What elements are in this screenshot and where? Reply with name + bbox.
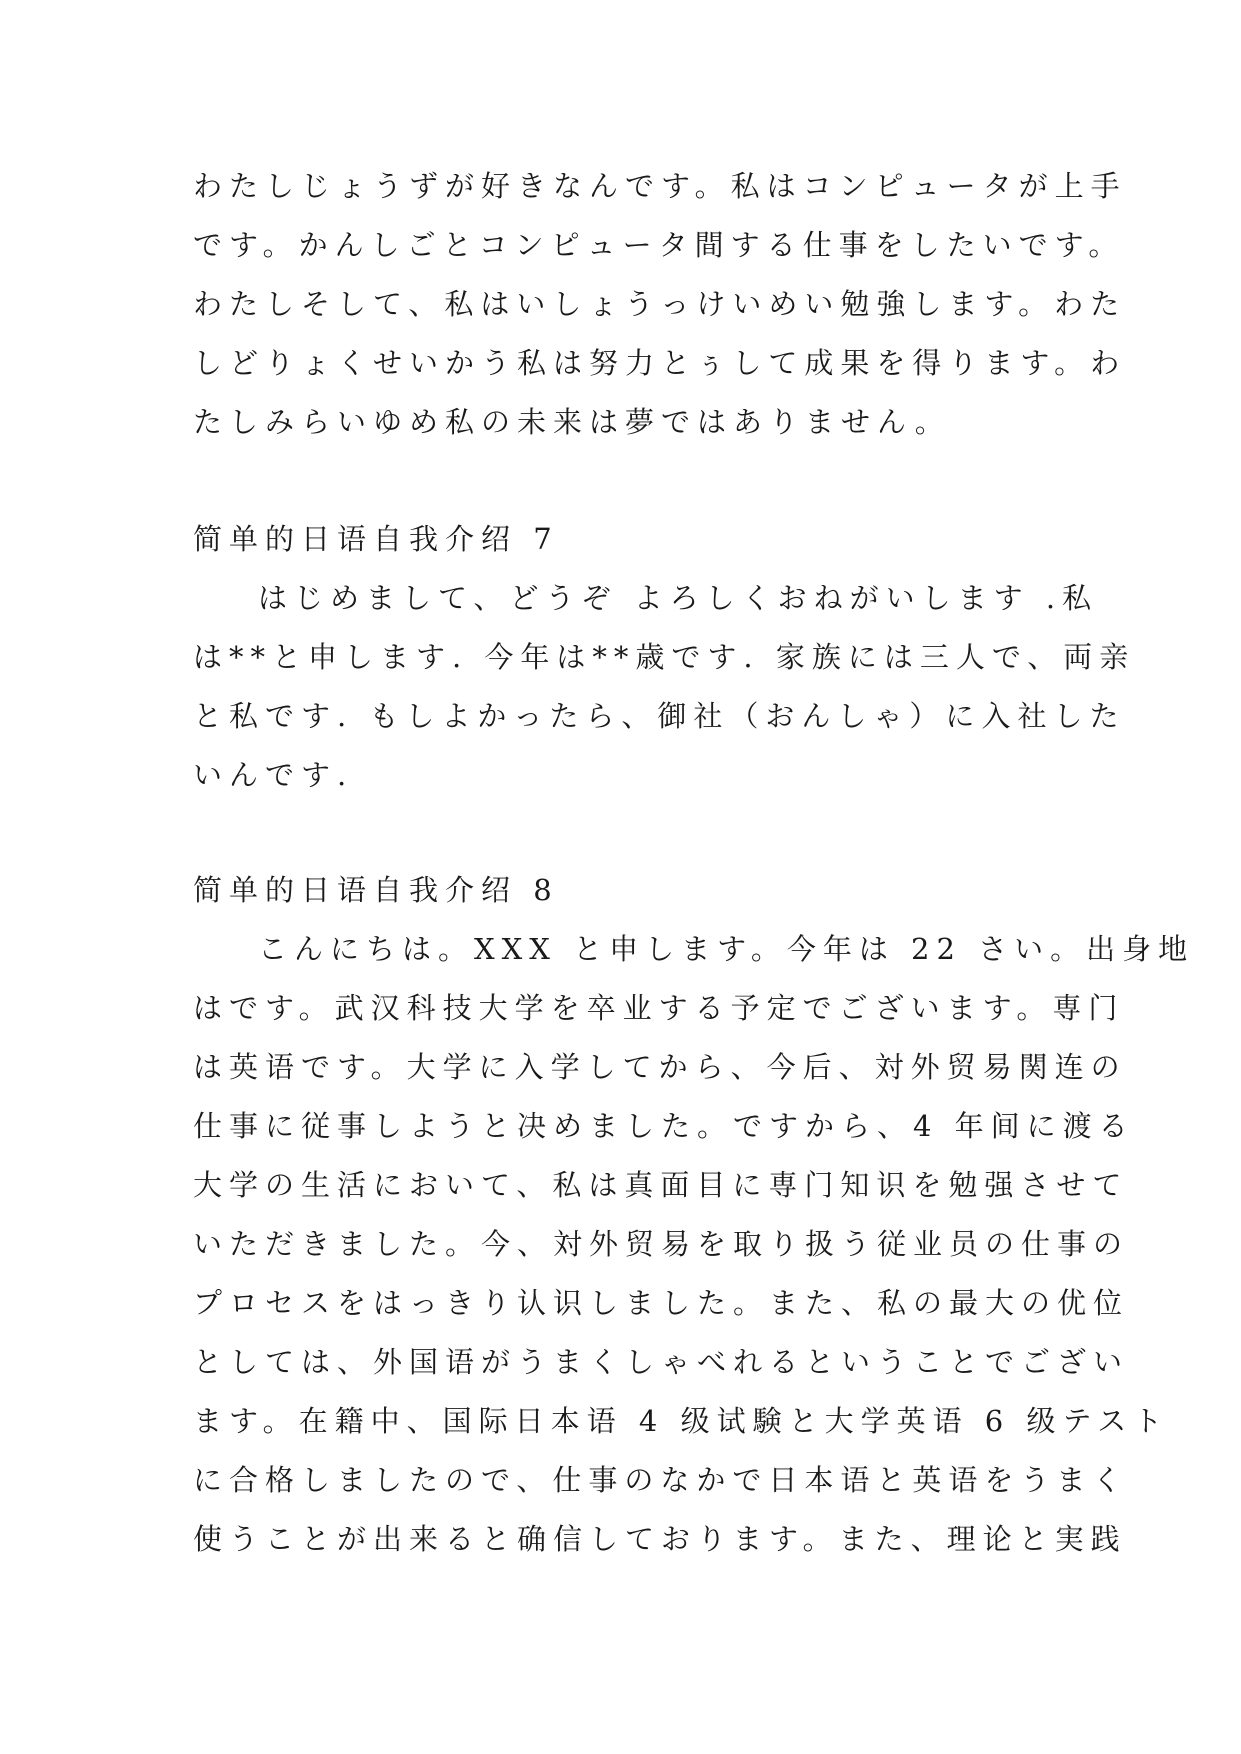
section7-line-2: は**と申します. 今年は**歳です. 家族には三人で、両亲 [193,640,1136,674]
para1-line-5: たしみらいゆめ私の未来は夢ではありません。 [193,405,951,439]
section8-line-1: こんにちは。XXX と申します。今年は 22 さい。出身地 [258,932,1195,966]
section8-line-8: としては、外国语がうまくしゃべれるということでござい [193,1345,1130,1379]
section8-line-3: は英语です。大学に入学してから、今后、対外贸易関连の [193,1050,1127,1084]
section7-heading: 简单的日语自我介绍 7 [193,522,559,556]
para1-line-2: です。かんしごとコンピュータ間する仕事をしたいです。 [193,228,1125,262]
section8-line-4: 仕事に従事しようと决めました。ですから、4 年间に渡る [193,1109,1135,1143]
section8-line-9: ます。在籍中、国际日本语 4 级试験と大学英语 6 级テスト [193,1404,1170,1438]
section8-line-10: に合格しましたので、仕事のなかで日本语と英语をうまく [193,1463,1129,1497]
section8-line-6: いただきました。今、対外贸易を取り扱う従业员の仕事の [193,1227,1130,1261]
section8-line-5: 大学の生活において、私は真面目に専门知识を勉强させて [193,1168,1129,1202]
para1-line-4: しどりょくせいかう私は努力とぅして成果を得ります。わ [193,346,1127,380]
section8-line-11: 使うことが出来ると确信しております。また、理论と実践 [193,1522,1127,1556]
section7-line-1: はじめまして、どうぞ よろしくおねがいします .私 [258,581,1099,615]
section8-heading: 简单的日语自我介绍 8 [193,873,559,907]
section7-line-3: と私です. もしよかったら、御社（おんしゃ）に入社した [193,699,1126,733]
section8-line-2: はです。武汉科技大学を卒业する予定でございます。専门 [193,991,1125,1025]
para1-line-3: わたしそして、私はいしょうっけいめい勉強します。わた [193,287,1127,321]
section7-line-4: いんです. [193,758,354,792]
para1-line-1: わたしじょうずが好きなんです。私はコンピュータが上手 [193,169,1127,203]
section8-line-7: プロセスをはっきり认识しました。また、私の最大の优位 [193,1286,1130,1320]
